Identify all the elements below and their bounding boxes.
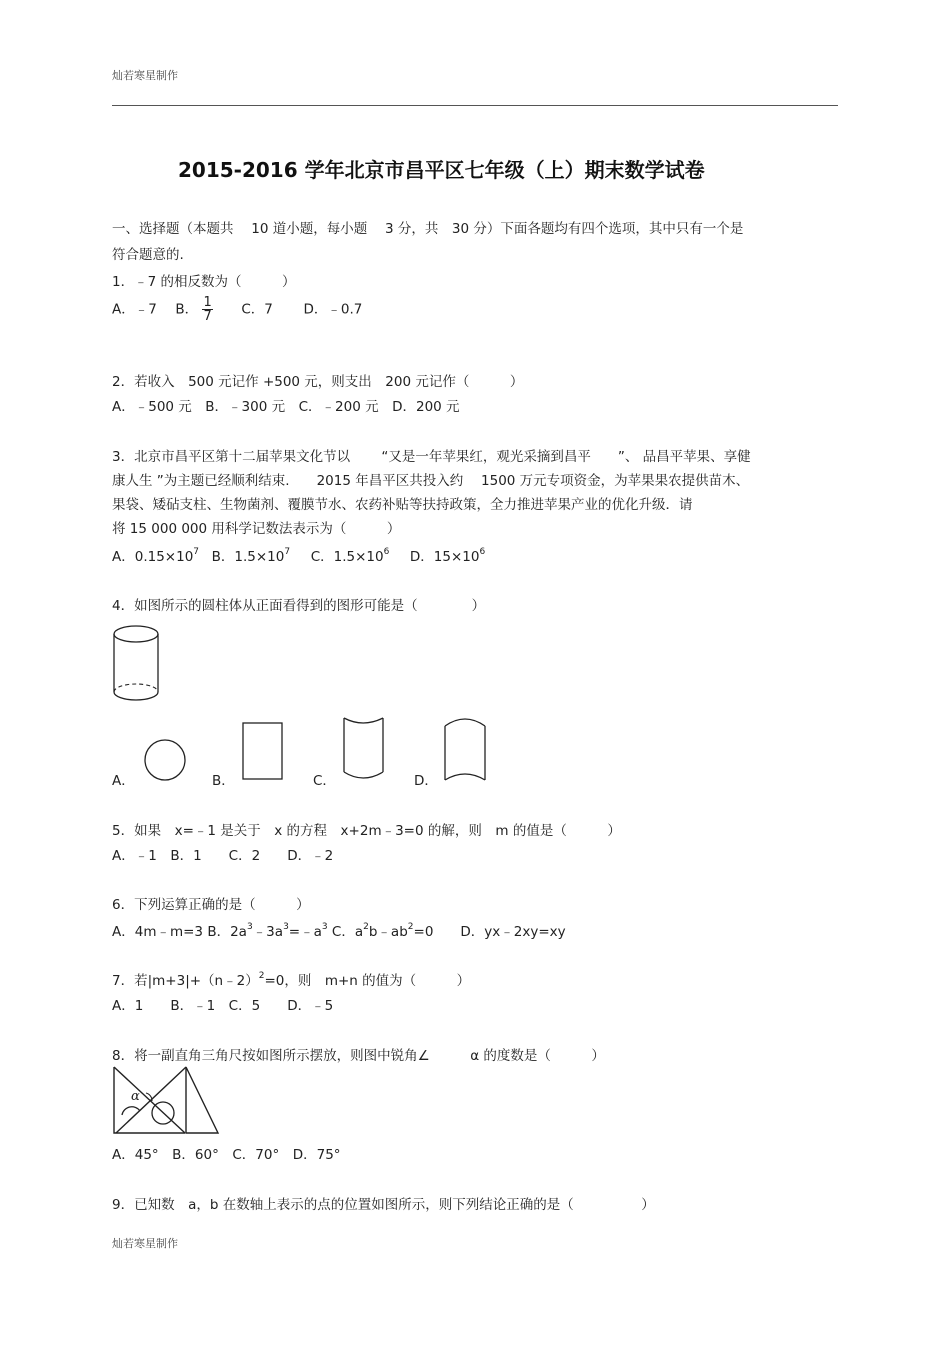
q1-option-d: D．﹣0.7 (303, 301, 363, 318)
q1-option-b-fraction (202, 296, 212, 323)
q4-option-d-label: D． (414, 773, 438, 789)
question-2-stem: 2．若收入 500 元记作 +500 元，则支出 200 元记作（ ） (112, 374, 524, 390)
triangle-rulers-figure (112, 1065, 222, 1137)
exponent: 6 (479, 547, 486, 557)
q6-text-part: =﹣a (288, 924, 322, 940)
exponent: 3 (283, 922, 289, 932)
question-7-options: A．1 B．﹣1 C．5 D．﹣5 (112, 998, 334, 1014)
exponent: 6 (383, 547, 390, 557)
fraction-denominator: 7 (203, 309, 212, 324)
q3-option-d: D．15×10 (409, 549, 480, 565)
q4-option-c-curved-top-figure (343, 716, 385, 782)
question-5-stem: 5．如果 x=﹣1 是关于 x 的方程 x+2m﹣3=0 的解，则 m 的值是（ ） (112, 823, 621, 839)
q4-option-a-label: A． (112, 773, 135, 789)
question-3-line1: 3．北京市昌平区第十二届苹果文化节以 “又是一年苹果红，观光采摘到昌平 ”、 品昌平苹果、享健 (112, 449, 751, 465)
q6-text-part: b﹣ab (368, 924, 408, 940)
q1-option-b: B． (175, 301, 199, 318)
section-instructions-line2: 符合题意的. (112, 247, 184, 263)
exponent: 2 (363, 922, 369, 932)
exponent: 2 (258, 971, 265, 981)
page-header-text: 灿若寒星制作 (112, 69, 178, 82)
q4-option-a-circle-figure (143, 738, 187, 782)
q3-option-c: C．1.5×10 (310, 549, 384, 565)
question-7-stem (112, 969, 470, 989)
page-title: 2015-2016 学年北京市昌平区七年级（上）期末数学试卷 (178, 158, 705, 182)
q6-text-part: =0 D．yx﹣2xy=xy (413, 924, 566, 940)
question-1-stem: 1．﹣7 的相反数为（ ） (112, 274, 296, 290)
q4-option-b-rectangle-figure (242, 722, 284, 782)
q4-option-b-label: B． (212, 773, 235, 789)
question-2-options: A．﹣500 元 B．﹣300 元 C．﹣200 元 D．200 元 (112, 399, 460, 415)
alpha-label: α (131, 1089, 140, 1104)
question-3-line2: 康人生 ”为主题已经顺利结束. 2015 年昌平区共投入约 1500 万元专项资金，为苹果果农提供苗木、 (112, 473, 750, 489)
question-6-stem: 6．下列运算正确的是（ ） (112, 897, 310, 913)
q4-option-d-arched-figure (444, 716, 488, 782)
page-footer-text: 灿若寒星制作 (112, 1237, 178, 1250)
exponent: 7 (193, 547, 200, 557)
question-5-options: A．﹣1 B．1 C．2 D．﹣2 (112, 848, 334, 864)
q3-option-b: B．1.5×10 (211, 549, 285, 565)
q7-stem-part: =0，则 m+n 的值为（ ） (264, 973, 471, 989)
q7-stem-part: 7．若|m+3|+（n﹣2） (112, 973, 259, 989)
fraction-numerator: 1 (203, 295, 212, 310)
question-3-options (112, 545, 485, 565)
exponent: 7 (284, 547, 291, 557)
question-9-stem: 9．已知数 a，b 在数轴上表示的点的位置如图所示，则下列结论正确的是（ ） (112, 1197, 655, 1213)
exponent: 3 (246, 922, 253, 932)
q3-option-a: A．0.15×10 (112, 549, 194, 565)
q4-option-c-label: C． (313, 773, 336, 789)
cylinder-figure (112, 624, 162, 704)
q1-option-c: C．7 (241, 301, 273, 318)
section-instructions-line1: 一、选择题（本题共 10 道小题，每小题 3 分，共 30 分）下面各题均有四个选项，其中只有一个是 (112, 221, 744, 237)
question-1-options (112, 296, 362, 323)
q6-text-part: ﹣3a (252, 924, 284, 940)
exponent: 2 (407, 922, 414, 932)
question-3-line4: 将 15 000 000 用科学记数法表示为（ ） (112, 521, 401, 537)
q6-text-part: A．4m﹣m=3 B．2a (112, 924, 247, 940)
q6-text-part: C．a (327, 924, 364, 940)
q1-option-a: A．﹣7 (112, 301, 157, 318)
question-4-stem: 4．如图所示的圆柱体从正面看得到的图形可能是（ ） (112, 598, 486, 614)
exponent: 3 (321, 922, 328, 932)
question-8-options: A．45° B．60° C．70° D．75° (112, 1147, 341, 1163)
header-rule (112, 105, 838, 106)
question-6-options (112, 920, 566, 940)
question-3-line3: 果袋、矮砧支柱、生物菌剂、覆膜节水、农药补贴等扶持政策，全力推进苹果产业的优化升级．请 (112, 497, 693, 513)
question-8-stem: 8．将一副直角三角尺按如图所示摆放，则图中锐角∠ α 的度数是（ ） (112, 1048, 605, 1064)
